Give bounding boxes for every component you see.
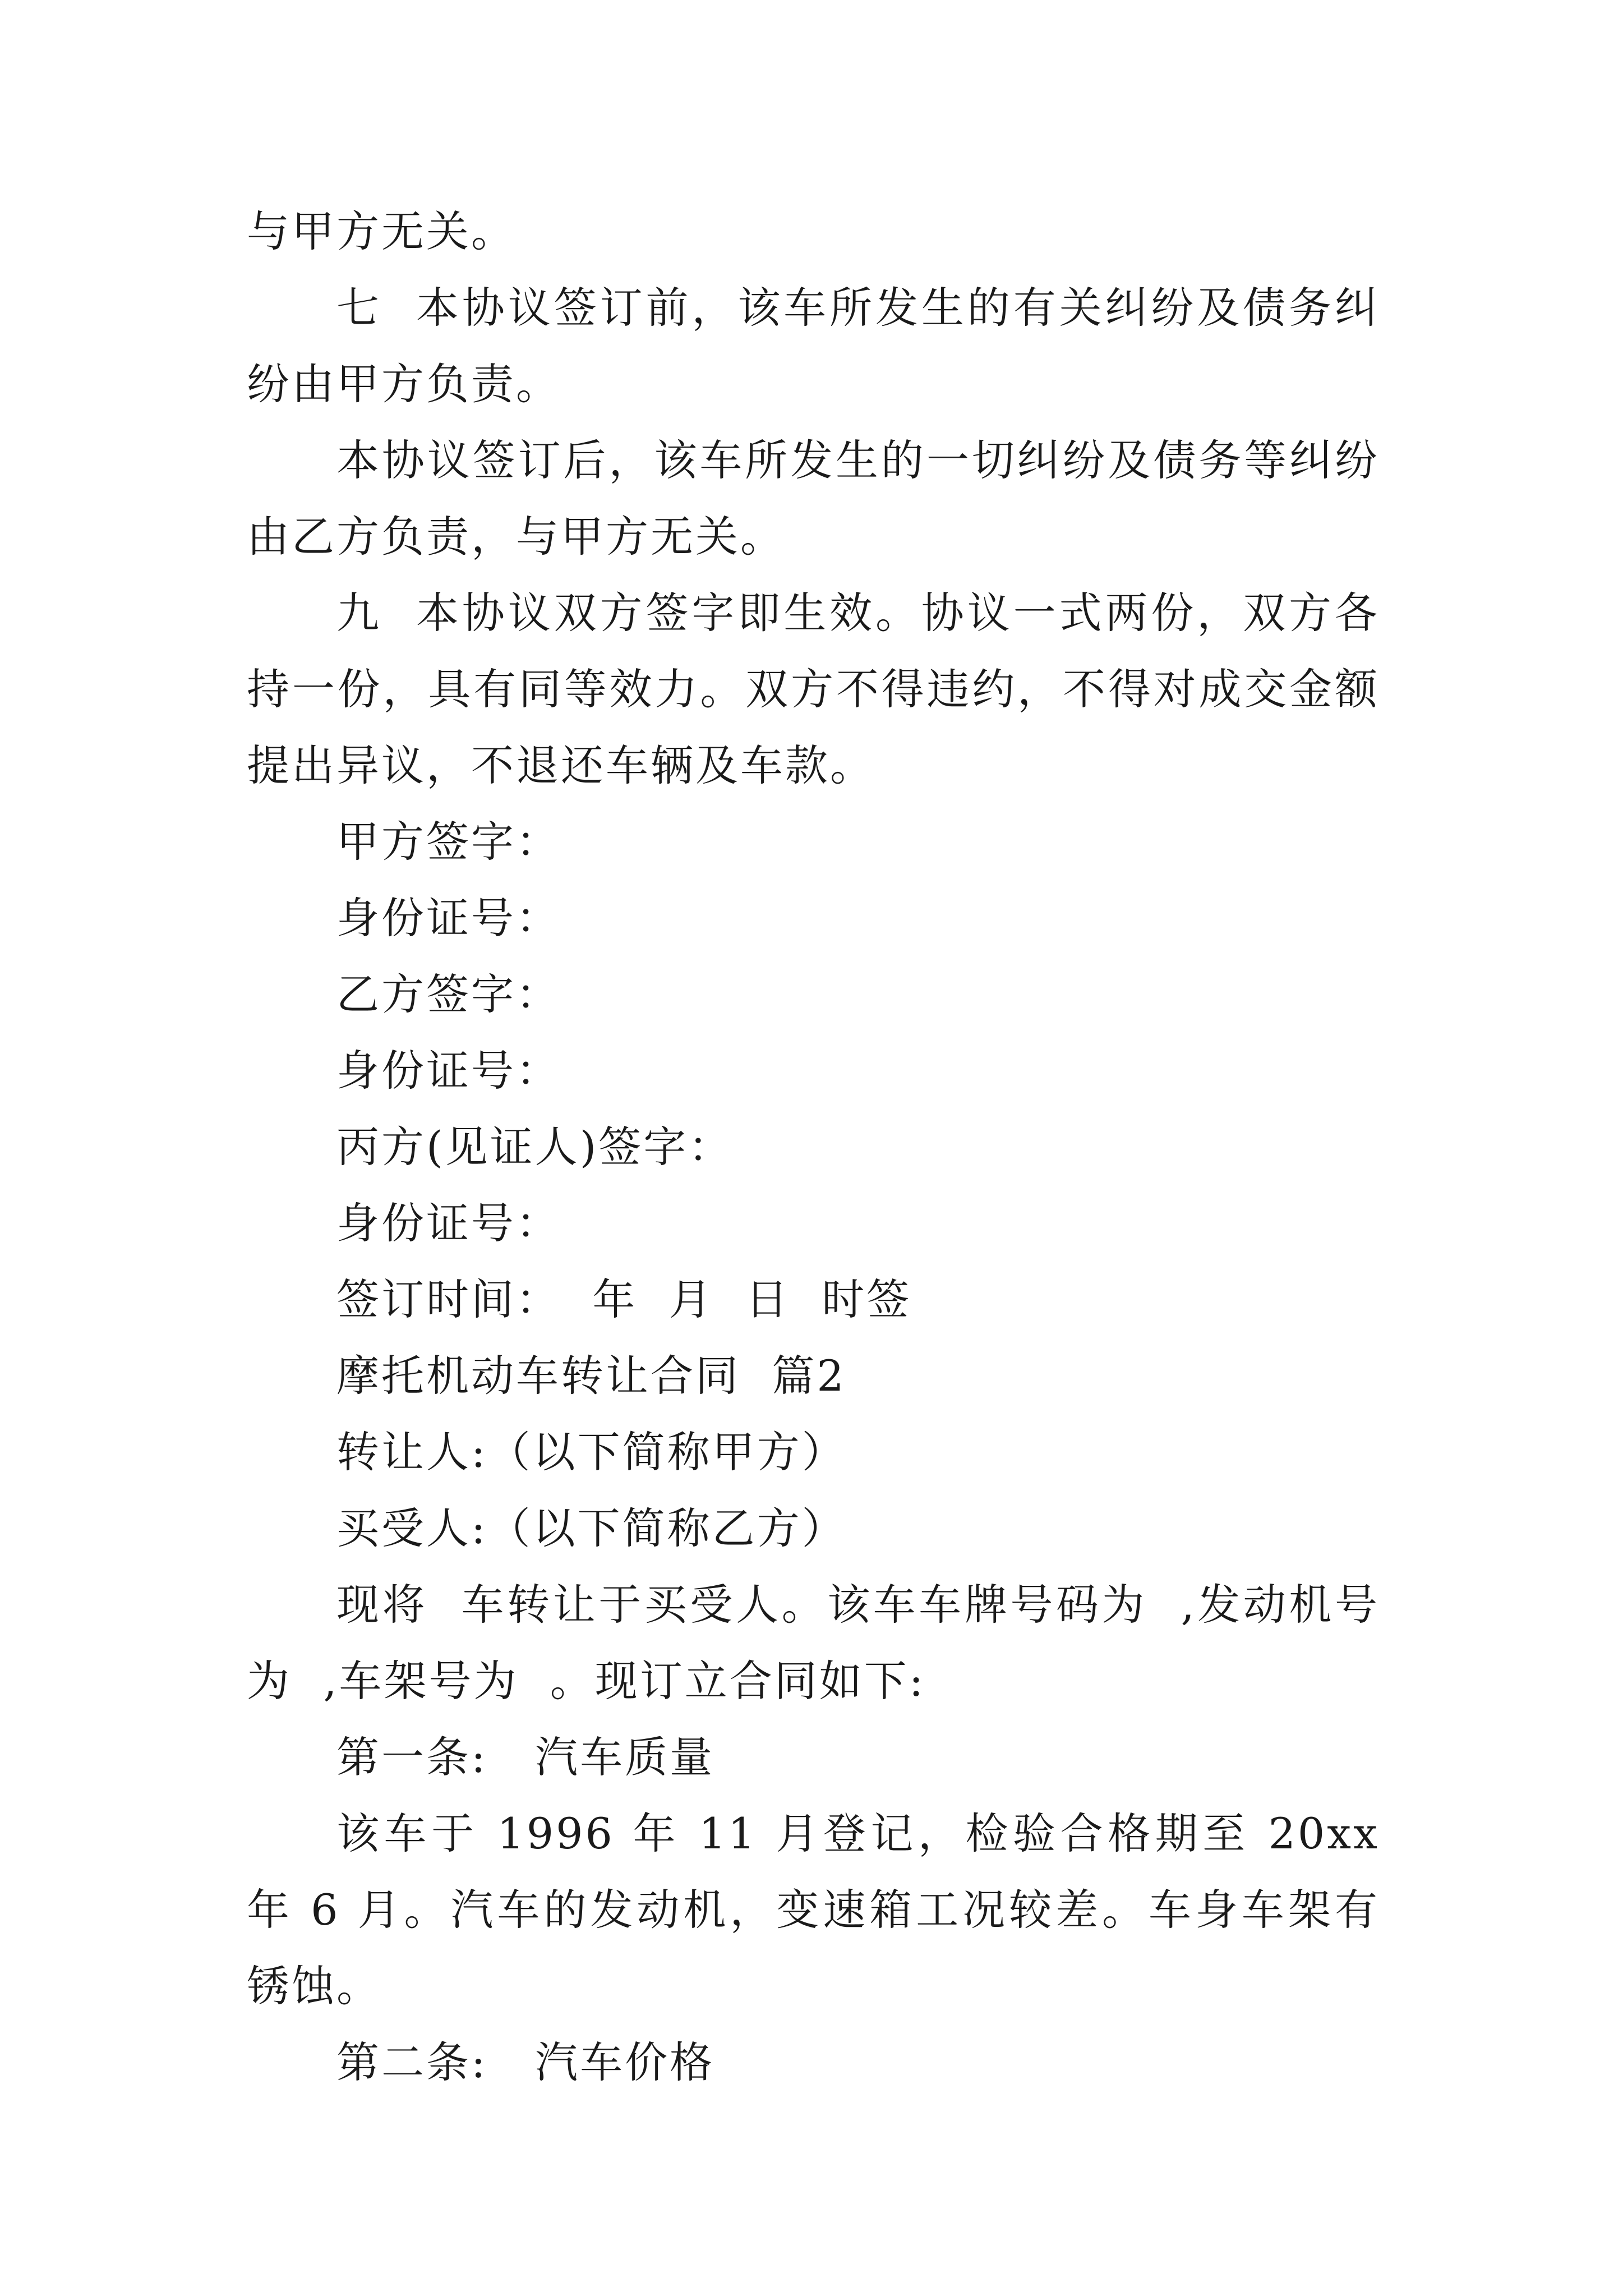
buyer-line: 买受人:（以下简称乙方） bbox=[336, 1503, 847, 1553]
paragraph-after-signing: 本协议签订后，该车所发生的一切纠纷及债务等纠纷由乙方负责，与甲方无关。 bbox=[247, 435, 1380, 562]
document-body bbox=[247, 194, 1396, 2101]
signature-party-b: 乙方签字： bbox=[336, 969, 561, 1019]
article-2-heading: 第二条: 汽车价格 bbox=[336, 2037, 715, 2087]
transferor-line: 转让人:（以下简称甲方） bbox=[336, 1427, 847, 1477]
paragraph-clause-7: 七 本协议签订前，该车所发生的有关纠纷及债务纠纷由甲方负责。 bbox=[247, 283, 1380, 409]
vehicle-transfer-paragraph: 现将 车转让于买受人。该车车牌号码为 ,发动机号为 ,车架号为 。现订立合同如下: bbox=[247, 1580, 1380, 1706]
id-number-party-b: 身份证号： bbox=[336, 1046, 561, 1096]
signature-witness: 丙方(见证人)签字： bbox=[336, 1122, 734, 1172]
paragraph-clause-9: 九 本协议双方签字即生效。协议一式两份，双方各持一份，具有同等效力。双方不得违约，不得对成交金额提出异议，不退还车辆及车款。 bbox=[247, 588, 1380, 790]
id-number-party-a: 身份证号： bbox=[336, 893, 561, 943]
article-1-body: 该车于 1996 年 11 月登记，检验合格期至 20xx 年 6 月。汽车的发动机，变速箱工况较差。车身车架有锈蚀。 bbox=[247, 1809, 1396, 2011]
paragraph-continuation: 与甲方无关。 bbox=[247, 206, 516, 256]
id-number-witness: 身份证号： bbox=[336, 1198, 561, 1248]
signing-time: 签订时间： 年 月 日 时签 bbox=[336, 1274, 912, 1324]
section-title: 摩托机动车转让合同 篇2 bbox=[336, 1351, 846, 1401]
article-1-heading: 第一条: 汽车质量 bbox=[336, 1732, 715, 1782]
signature-party-a: 甲方签字： bbox=[336, 817, 561, 867]
